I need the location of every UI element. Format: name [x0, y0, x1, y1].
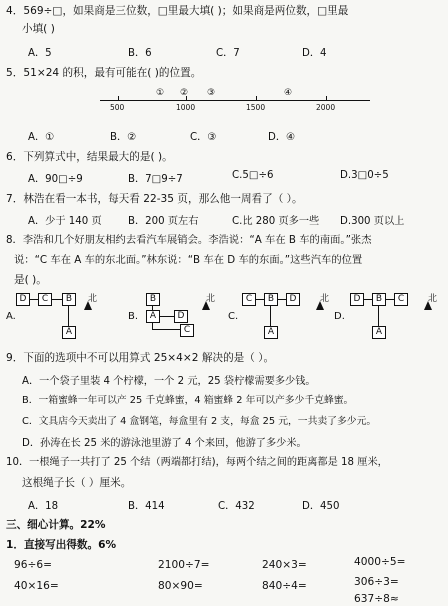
section-3-subtitle: 1．直接写出得数。6% — [6, 539, 117, 551]
q6-stem: 6．下列算式中，结果最大的是( )。 — [6, 151, 173, 163]
car-c: C — [180, 324, 194, 337]
number-line — [100, 86, 370, 120]
car-a: A — [372, 326, 386, 339]
q4-option-a[interactable]: A．5 — [28, 48, 52, 59]
north-label-c: 北 — [320, 294, 330, 304]
car-c: C — [394, 293, 408, 306]
q6-option-d[interactable]: D.3□0÷5 — [340, 170, 389, 181]
q9-stem: 9．下面的选项中不可以用算式 25×4×2 解决的是（ ）。 — [6, 352, 275, 364]
q6-option-c[interactable]: C.5□÷6 — [232, 170, 274, 181]
car-a: A — [62, 326, 76, 339]
calc-6: 80×90= — [158, 580, 203, 592]
tick-1000: 1000 — [176, 103, 196, 112]
calc-8: 306÷3= — [354, 576, 399, 588]
q9-option-d[interactable]: D．孙涛在长 25 米的游泳池里游了 4 个来回，他游了多少米。 — [22, 438, 307, 449]
q9-option-a[interactable]: A．一个袋子里装 4 个柠檬，一个 2 元，25 袋柠檬需要多少钱。 — [22, 376, 316, 387]
car-b: B — [62, 293, 76, 306]
q7-option-d[interactable]: D.300 页以上 — [340, 216, 405, 227]
q5-option-b[interactable]: B．② — [110, 132, 137, 143]
car-c: C — [38, 293, 52, 306]
north-arrow-icon — [202, 301, 210, 310]
q8-stem-line2: 说：“C 车在 A 车的东北面。”林东说：“B 车在 D 车的东面。”这些汽车的位置 — [14, 254, 363, 266]
q10-option-c[interactable]: C．432 — [218, 501, 255, 512]
tick-1500: 1500 — [246, 103, 266, 112]
q10-option-d[interactable]: D．450 — [302, 501, 340, 512]
marker-3: ③ — [207, 88, 216, 98]
q4-stem-line1: 4．569÷□，如果商是三位数，□里最大填( )；如果商是两位数，□里最 — [6, 5, 349, 17]
tick-500: 500 — [110, 103, 125, 112]
q8-diagrams — [0, 293, 448, 343]
car-d: D — [286, 293, 300, 306]
car-d: D — [350, 293, 364, 306]
car-d: D — [174, 310, 188, 323]
calc-9: 637÷8≈ — [354, 593, 399, 605]
car-c: C — [242, 293, 256, 306]
car-d: D — [16, 293, 30, 306]
q8-stem-line1: 8．李浩和几个好朋友相约去看汽车展销会。李浩说：“A 车在 B 车的南面。”张杰 — [6, 234, 372, 246]
q10-stem-line2: 这根绳子长（ ）厘米。 — [22, 477, 132, 489]
q10-stem-line1: 10．一根绳子一共打了 25 个结（两端都打结)，每两个结之间的距离都是 18 厘米， — [6, 457, 388, 468]
q8-option-d[interactable]: D. — [334, 311, 345, 322]
car-b: B — [264, 293, 278, 306]
calc-2: 2100÷7= — [158, 559, 210, 571]
q4-stem-line2: 小填( ) — [22, 23, 55, 35]
q7-option-c[interactable]: C.比 280 页多一些 — [232, 216, 320, 227]
section-3-title: 三、细心计算。22% — [6, 519, 106, 531]
q9-option-b[interactable]: B．一箱蜜蜂一年可以产 25 千克蜂蜜，4 箱蜜蜂 2 年可以产多少千克蜂蜜。 — [22, 395, 354, 406]
marker-2: ② — [180, 88, 189, 98]
q4-option-d[interactable]: D．4 — [302, 48, 327, 59]
q8-option-a[interactable]: A. — [6, 311, 16, 322]
q5-option-c[interactable]: C．③ — [190, 132, 217, 143]
q8-option-b[interactable]: B. — [128, 311, 139, 322]
calc-7: 840÷4= — [262, 580, 307, 592]
q6-option-a[interactable]: A．90□÷9 — [28, 174, 83, 185]
q7-stem: 7．林浩在看一本书，每天看 22-35 页，那么他一周看了（ ）。 — [6, 193, 303, 205]
q4-option-c[interactable]: C．7 — [216, 48, 240, 59]
calc-1: 96÷6= — [14, 559, 52, 571]
marker-1: ① — [156, 88, 165, 98]
marker-4: ④ — [284, 88, 293, 98]
north-label-a: 北 — [88, 294, 98, 304]
car-b: B — [372, 293, 386, 306]
tick-2000: 2000 — [316, 103, 336, 112]
q10-option-b[interactable]: B．414 — [128, 501, 165, 512]
north-arrow-icon — [316, 301, 324, 310]
north-arrow-icon — [424, 301, 432, 310]
q7-option-a[interactable]: A．少于 140 页 — [28, 216, 102, 227]
q5-option-d[interactable]: D．④ — [268, 132, 296, 143]
q8-stem-line3: 是( )。 — [14, 274, 47, 286]
q9-option-c[interactable]: C．文具店今天卖出了 4 盒钢笔，每盒里有 2 支，每盒 25 元，一共卖了多少元。 — [22, 416, 377, 427]
calc-5: 40×16= — [14, 580, 59, 592]
q7-option-b[interactable]: B．200 页左右 — [128, 216, 199, 227]
north-label-b: 北 — [206, 294, 216, 304]
q10-option-a[interactable]: A．18 — [28, 501, 59, 512]
car-b: B — [146, 293, 160, 306]
q4-option-b[interactable]: B．6 — [128, 48, 152, 59]
car-a: A — [264, 326, 278, 339]
north-label-d: 北 — [428, 294, 438, 304]
north-arrow-icon — [84, 301, 92, 310]
q6-option-b[interactable]: B．7□9÷7 — [128, 174, 183, 185]
calc-4: 4000÷5= — [354, 556, 406, 568]
car-a: A — [146, 310, 160, 323]
calc-3: 240×3= — [262, 559, 307, 571]
q8-option-c[interactable]: C. — [228, 311, 239, 322]
q5-option-a[interactable]: A．① — [28, 132, 55, 143]
q5-stem: 5．51×24 的积，最有可能在( )的位置。 — [6, 67, 202, 79]
